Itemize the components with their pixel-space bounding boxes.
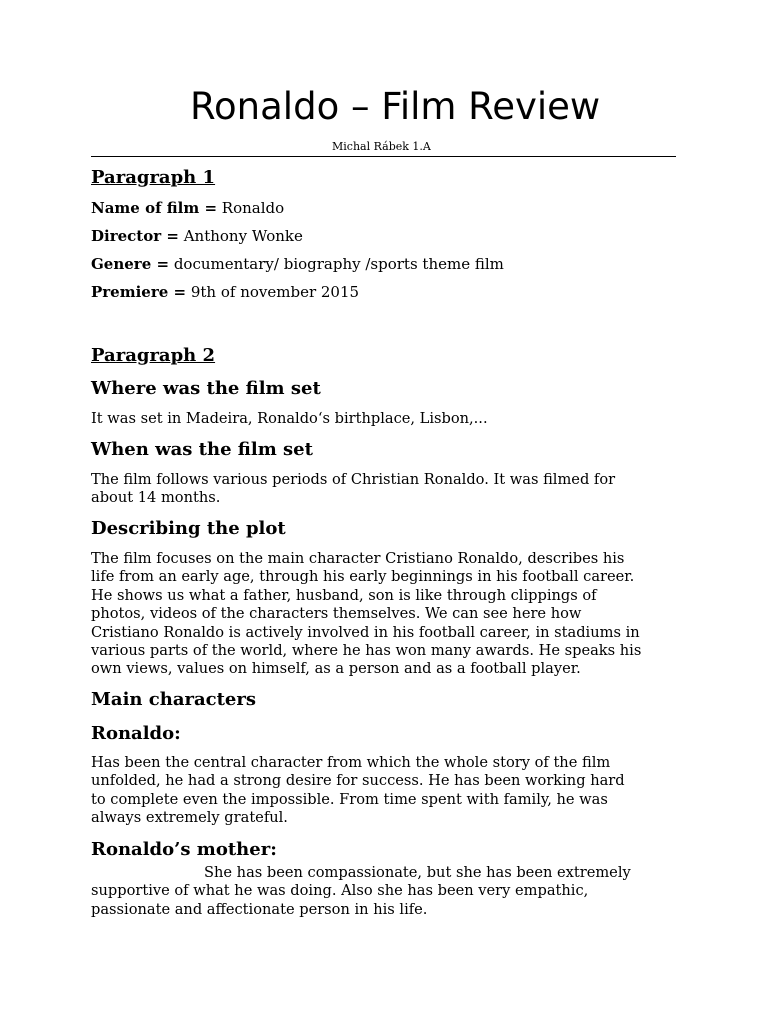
premiere-label: Premiere = <box>91 283 187 301</box>
ronaldo-line: unfolded, he had a strong desire for success. He has been working hard <box>91 772 625 790</box>
mother-line: passionate and affectionate person in his life. <box>91 900 428 918</box>
director-label: Director = <box>91 227 179 245</box>
plot-line: photos, videos of the characters themselves. We can see here how <box>91 605 582 623</box>
author-line: Michal Rábek 1.A <box>332 140 431 153</box>
film-name-value: Ronaldo <box>221 199 285 217</box>
paragraph-2-heading: Paragraph 2 <box>91 345 216 366</box>
director-value: Anthony Wonke <box>183 227 303 245</box>
when-heading: When was the film set <box>91 439 313 460</box>
plot-line: The film focuses on the main character Cristiano Ronaldo, describes his <box>91 550 625 567</box>
when-line: about 14 months. <box>91 489 221 507</box>
plot-heading: Describing the plot <box>91 518 286 539</box>
ronaldo-heading: Ronaldo: <box>91 723 181 744</box>
where-heading: Where was the film set <box>91 378 321 399</box>
genre-label: Genere = <box>91 255 170 273</box>
header-divider <box>91 156 676 157</box>
film-name-field <box>91 199 284 218</box>
where-text <box>91 410 691 428</box>
when-text <box>91 471 691 508</box>
paragraph-1-heading: Paragraph 1 <box>91 167 216 188</box>
genre-value: documentary/ biography /sports theme film <box>173 255 504 273</box>
plot-line: Cristiano Ronaldo is actively involved in his football career, in stadiums in <box>91 623 640 641</box>
mother-line: She has been compassionate, but she has been extremely <box>204 864 631 881</box>
plot-line: life from an early age, through his early beginnings in his football career. <box>91 568 635 586</box>
plot-line: He shows us what a father, husband, son is like through clippings of <box>91 586 597 604</box>
premiere-field <box>91 283 359 302</box>
plot-text <box>91 550 691 679</box>
mother-text <box>91 864 691 919</box>
mother-heading: Ronaldo’s mother: <box>91 839 277 860</box>
film-name-label: Name of film = <box>91 199 218 217</box>
plot-line: own views, values on himself, as a person and as a football player. <box>91 660 581 678</box>
when-line: The film follows various periods of Christian Ronaldo. It was filmed for <box>91 471 616 488</box>
plot-line: various parts of the world, where he has won many awards. He speaks his <box>91 642 642 660</box>
premiere-value: 9th of november 2015 <box>190 283 360 301</box>
ronaldo-line: always extremely grateful. <box>91 809 288 827</box>
genre-field <box>91 255 504 274</box>
main-characters-heading: Main characters <box>91 689 256 710</box>
document-title: Ronaldo – Film Review <box>190 85 601 128</box>
mother-line: supportive of what he was doing. Also she has been very empathic, <box>91 882 589 900</box>
director-field <box>91 227 303 246</box>
where-text-line: It was set in Madeira, Ronaldo‘s birthplace, Lisbon,... <box>91 410 488 427</box>
ronaldo-text <box>91 754 691 828</box>
ronaldo-line: Has been the central character from which the whole story of the film <box>91 754 611 771</box>
ronaldo-line: to complete even the impossible. From time spent with family, he was <box>91 790 608 808</box>
